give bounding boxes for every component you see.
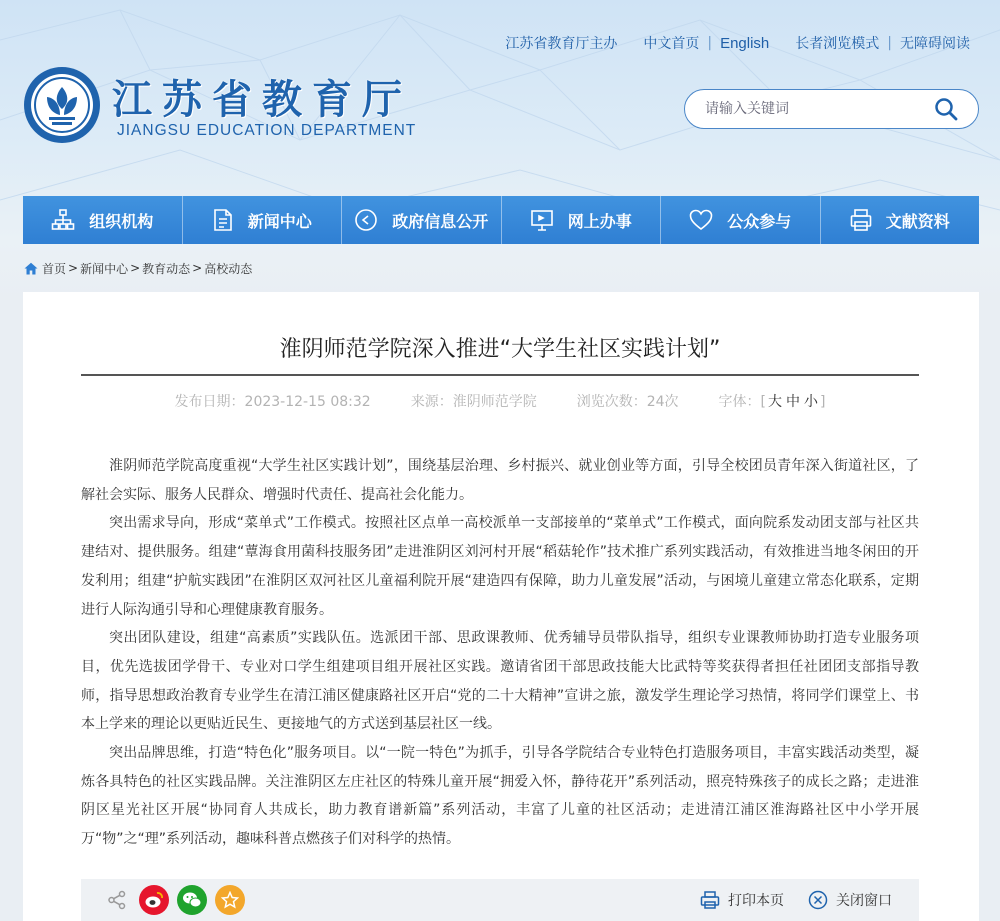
wechat-icon [182, 891, 202, 909]
close-icon [808, 890, 828, 910]
play-circle-icon [354, 208, 378, 232]
nav-label: 组织机构 [89, 211, 154, 231]
document-icon [212, 208, 234, 232]
article-source: 来源：淮阴师范学院 [410, 394, 537, 410]
font-size-small[interactable]: 小 [804, 394, 818, 410]
article-title: 淮阴师范学院深入推进“大学生社区实践计划” [279, 337, 721, 362]
breadcrumb-separator: > [68, 261, 79, 275]
nav-item-online-service[interactable] [502, 196, 662, 244]
font-size-large[interactable]: 大 [768, 394, 782, 410]
font-size-switcher: 字体：[ 大 中 小 ] [718, 394, 826, 410]
publish-date: 发布日期：2023-12-15 08:32 [174, 394, 371, 410]
site-title: 江苏省教育厅 [112, 77, 412, 123]
site-subtitle: JIANGSU EDUCATION DEPARTMENT [117, 122, 417, 139]
nav-item-documents[interactable] [821, 196, 980, 244]
weibo-icon [144, 891, 164, 909]
breadcrumb [24, 259, 252, 277]
nav-label: 新闻中心 [247, 211, 312, 231]
english-link[interactable]: English [720, 34, 770, 52]
breadcrumb-news-center[interactable]: 新闻中心 [80, 261, 129, 276]
emblem-icon [22, 65, 102, 145]
home-link[interactable]: 中文首页 [643, 36, 700, 52]
article-paragraph: 淮阴师范学院高度重视“大学生社区实践计划”，围绕基层治理、乡村振兴、就业创业等方面，引导全校团员青年深入街道社区，了解社会实际、服务人民群众、增强时代责任、提高社会化能力。 [81, 458, 919, 503]
divider: | [707, 35, 713, 51]
breadcrumb-separator: > [192, 261, 203, 275]
nav-item-gov-info[interactable] [342, 196, 502, 244]
nav-label: 政府信息公开 [392, 211, 489, 231]
home-icon [24, 262, 38, 275]
article-toolbar [81, 879, 919, 921]
breadcrumb-home[interactable]: 首页 [42, 261, 67, 276]
printer-icon [850, 208, 872, 232]
search-button[interactable] [928, 91, 964, 127]
article-meta [0, 391, 1000, 411]
nav-label: 公众参与 [727, 211, 792, 231]
nav-item-public-participation[interactable] [661, 196, 821, 244]
article-paragraph: 突出需求导向，形成“菜单式”工作模式。按照社区点单一高校派单一支部接单的“菜单式”工作模式，面向院系发动团支部与社区共建结对、提供服务。组建“蕈海食用菌科技服务团”走进淮阴区刘河村开展“稻菇轮作”技术推广系列实践活动，有效推进当地冬闲田的开发利用；组建“护航实践团”在淮阴区双河社区儿童福利院开展“建造四有保障，助力儿童发展”活动，与困境儿童建立常态化联系，定期进行人际沟通引导和心理健康教育服务。 [81, 515, 919, 618]
divider: | [887, 35, 892, 51]
print-button[interactable] [700, 890, 784, 910]
favorite-button[interactable] [215, 885, 245, 915]
nav-label: 文献资料 [885, 211, 950, 231]
printer-icon [700, 890, 720, 910]
weibo-share-button[interactable] [139, 885, 169, 915]
main-nav [23, 196, 979, 244]
print-label: 打印本页 [728, 893, 784, 909]
accessible-reading-link[interactable]: 无障碍阅读 [900, 36, 970, 52]
close-label: 关闭窗口 [836, 893, 892, 909]
top-links [505, 33, 970, 53]
monitor-icon [530, 208, 554, 232]
title-divider [81, 374, 919, 376]
close-window-button[interactable] [808, 890, 892, 910]
host-link[interactable]: 江苏省教育厅主办 [505, 36, 618, 52]
search-box [684, 89, 979, 129]
breadcrumb-education-news[interactable]: 教育动态 [142, 261, 191, 276]
heart-icon [689, 209, 713, 231]
nav-label: 网上办事 [567, 211, 632, 231]
view-count: 浏览次数：24次 [576, 394, 679, 410]
breadcrumb-university-news[interactable]: 高校动态 [204, 261, 253, 276]
site-logo[interactable] [22, 65, 102, 145]
article-paragraph: 突出团队建设，组建“高素质”实践队伍。选派团干部、思政课教师、优秀辅导员带队指导，组织专业课教师协助打造专业服务项目，优先选拔团学骨干、专业对口学生组建项目组开展社区实践。邀请省团干部思政技能大比武特等奖获得者担任社团团支部指导教师，指导思想政治教育专业学生在清江浦区健康路社区开启“党的二十大精神”宣讲之旅，激发学生理论学习热情，将同学们课堂上、书本上学来的理论以更贴近民生、更接地气的方式送到基层社区一线。 [81, 630, 919, 733]
font-size-medium[interactable]: 中 [786, 394, 800, 410]
breadcrumb-separator: > [130, 261, 141, 275]
search-input[interactable] [705, 91, 928, 127]
wechat-share-button[interactable] [177, 885, 207, 915]
elder-mode-link[interactable]: 长者浏览模式 [795, 36, 880, 52]
share-icon[interactable] [107, 890, 127, 910]
org-chart-icon [51, 208, 75, 232]
article-paragraph: 突出品牌思维，打造“特色化”服务项目。以“一院一特色”为抓手，引导各学院结合专业特色打造服务项目，丰富实践活动类型，凝炼各具特色的社区实践品牌。关注淮阴区左庄社区的特殊儿童开展“拥爱入怀，静待花开”系列活动，照亮特殊孩子的成长之路；走进淮阴区星光社区开展“协同育人共成长，助力教育谱新篇”系列活动，丰富了儿童的社区活动；走进清江浦区淮海路社区中小学开展万“物”之“理”系列活动，趣味科普点燃孩子们对科学的热情。 [81, 745, 919, 848]
star-icon [221, 891, 239, 909]
nav-item-organization[interactable] [23, 196, 183, 244]
article-body [81, 452, 919, 854]
nav-item-news[interactable] [183, 196, 343, 244]
search-icon [934, 97, 958, 121]
